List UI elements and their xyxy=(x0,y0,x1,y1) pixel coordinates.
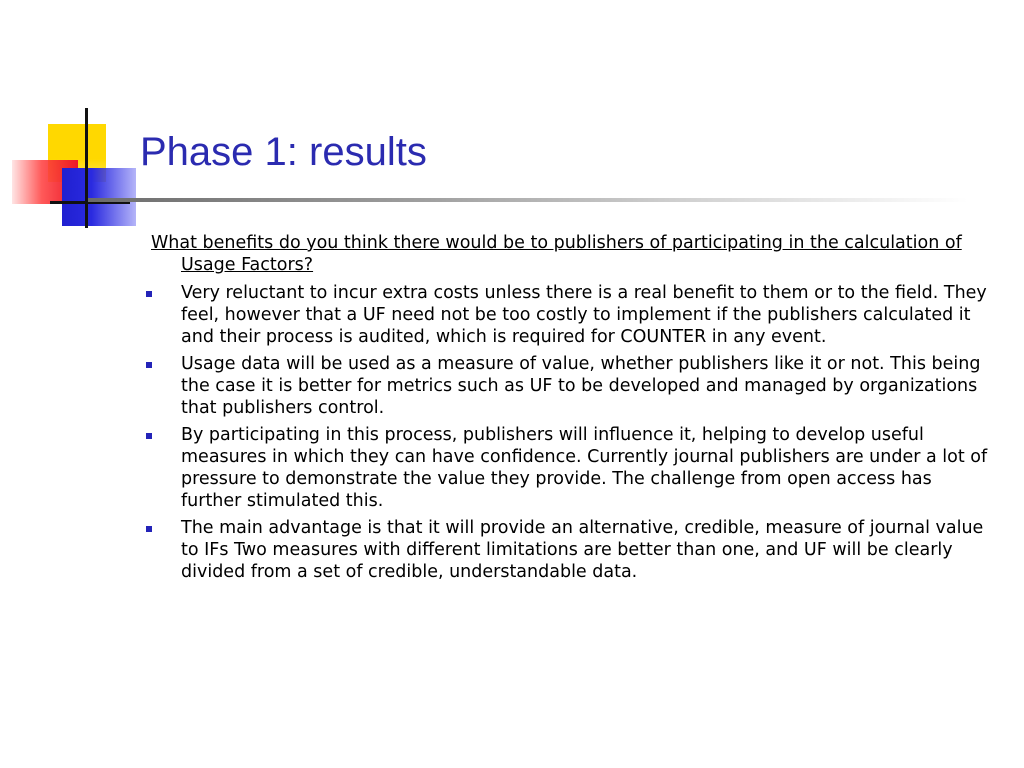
bullet-text: Usage data will be used as a measure of value, whether publishers like it or not. This being the case it is better for metrics such as UF to be developed and managed by organizations that publishers control. xyxy=(181,354,981,418)
bullet-text: Very reluctant to incur extra costs unless there is a real benefit to them or to the field. They feel, however that a UF need not be too costly to implement if the publishers calculated it and their process is audited, which is required for COUNTER in any event. xyxy=(181,283,987,347)
blue-gradient-square xyxy=(62,168,136,226)
square-bullet-icon xyxy=(146,291,152,297)
square-bullet-icon xyxy=(146,526,152,532)
bullet-item xyxy=(146,282,996,348)
bullet-item xyxy=(146,353,996,419)
title-underline-rule xyxy=(88,198,968,202)
vertical-divider-line xyxy=(85,108,88,228)
question-text xyxy=(146,232,996,276)
question-label: What benefits do you think there would be to publishers of participating in the calculation of Usage Factors? xyxy=(151,233,962,275)
bullet-item xyxy=(146,424,996,512)
square-bullet-icon xyxy=(146,362,152,368)
bullet-list xyxy=(146,282,996,583)
bullet-text: By participating in this process, publishers will influence it, helping to develop useful measures in which they can have confidence. Currently journal publishers are under a lot of pressure to demonstrate the value they provide. The challenge from open access has further stimulated this. xyxy=(181,425,988,511)
bullet-text: The main advantage is that it will provide an alternative, credible, measure of journal value to IFs Two measures with different limitations are better than one, and UF will be clearly divided from a set of credible, understandable data. xyxy=(181,518,984,582)
slide-title: Phase 1: results xyxy=(140,130,427,174)
slide-body xyxy=(146,232,996,588)
decorative-logo xyxy=(0,0,140,240)
bullet-item xyxy=(146,517,996,583)
square-bullet-icon xyxy=(146,433,152,439)
